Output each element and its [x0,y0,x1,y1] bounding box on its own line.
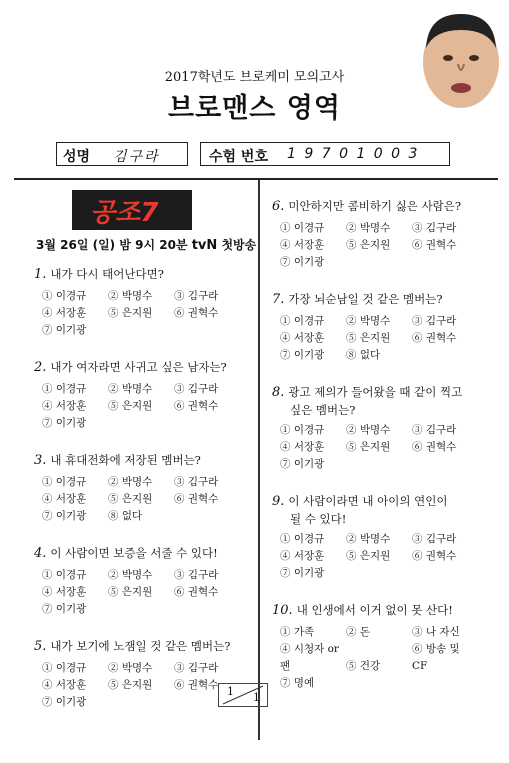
answer-option[interactable]: ⑤ 은지원 [346,332,391,344]
answer-option[interactable]: ⑦ 이기광 [280,256,325,268]
exam-year-heading: 2017학년도 브로케미 모의고사 [164,70,345,85]
exam-title: 브로맨스 영역 [168,93,341,124]
answer-option[interactable]: ② 박명수 [108,662,153,674]
answer-options [42,474,252,525]
question-7 [272,291,443,308]
question-3 [34,452,201,469]
answer-option[interactable]: ④ 서장훈 [42,400,87,412]
answer-option[interactable]: ④ 서장훈 [42,307,87,319]
question-number: 1. [34,267,47,282]
answer-options [280,531,490,582]
question-2 [34,359,227,376]
answer-option[interactable]: ① 이경규 [280,424,325,436]
answer-option[interactable]: ⑤ 은지원 [108,586,153,598]
answer-option[interactable]: ② 박명수 [108,290,153,302]
answer-option[interactable]: ⑥ 권혁수 [174,586,219,598]
question-9 [272,493,447,510]
answer-option[interactable]: ③ 김구라 [412,222,457,234]
answer-option[interactable]: ⑦ 이기광 [280,458,325,470]
promo-airtime: 3월 26일 (일) 밤 9시 20분 tvN 첫방송 [36,238,257,253]
question-text-line2: 될 수 있다! [290,512,347,526]
answer-option[interactable]: ⑦ 이기광 [42,324,87,336]
answer-options [280,220,490,271]
answer-options [280,624,490,692]
answer-option[interactable]: ⑥ 권혁수 [174,679,219,691]
answer-option[interactable]: ⑧ 없다 [108,510,143,522]
answer-option[interactable]: ① 가족 [280,626,315,638]
answer-option[interactable]: ① 이경규 [280,533,325,545]
answer-option[interactable]: ⑤ 은지원 [346,239,391,251]
answer-options [280,422,490,473]
question-text: 미안하지만 콤비하기 싫은 사람은? [288,199,462,213]
promo-logo: 공조7 [72,190,192,230]
answer-option[interactable]: ⑥ 권혁수 [412,441,457,453]
question-text: 가장 뇌순남일 것 같은 멤버는? [288,292,443,306]
answer-option[interactable]: ④ 서장훈 [42,586,87,598]
answer-option[interactable]: ② 돈 [346,626,370,638]
answer-option[interactable]: ⑦ 이기광 [42,510,87,522]
answer-option[interactable]: ⑥ 권혁수 [412,239,457,251]
answer-option[interactable]: ⑥ 권혁수 [412,550,457,562]
answer-option[interactable]: ④ 시청자 or 팬 [280,643,339,672]
answer-option[interactable]: ⑥ 권혁수 [412,332,457,344]
answer-option[interactable]: ④ 서장훈 [280,441,325,453]
answer-option[interactable]: ⑧ 없다 [346,349,381,361]
answer-option[interactable]: ⑦ 이기광 [42,603,87,615]
answer-options [280,313,490,364]
answer-option[interactable]: ② 박명수 [108,569,153,581]
answer-option[interactable]: ⑦ 명예 [280,677,315,689]
question-text: 이 사람이면 보증을 서줄 수 있다! [50,546,218,560]
question-5 [34,638,230,655]
answer-option[interactable]: ⑤ 은지원 [346,550,391,562]
question-text: 내 인생에서 이거 없이 못 산다! [296,603,453,617]
answer-option[interactable]: ⑤ 은지원 [108,679,153,691]
page-number: 1 1 [218,683,268,707]
answer-option[interactable]: ⑥ 권혁수 [174,493,219,505]
question-number: 4. [34,546,47,561]
answer-option[interactable]: ① 이경규 [280,222,325,234]
question-text: 이 사람이라면 내 아이의 연인이 [288,494,448,508]
answer-option[interactable]: ④ 서장훈 [42,679,87,691]
answer-option[interactable]: ③ 김구라 [174,476,219,488]
portrait-photo [418,8,504,112]
answer-option[interactable]: ③ 김구라 [174,569,219,581]
answer-option[interactable]: ① 이경규 [42,383,87,395]
answer-option[interactable]: ⑤ 은지원 [108,307,153,319]
answer-option[interactable]: ⑦ 이기광 [42,696,87,708]
exam-number-value: 1 9 7 0 1 0 0 3 [287,146,420,162]
question-text-line2: 싶은 멤버는? [290,403,356,417]
answer-option[interactable]: ⑥ 권혁수 [174,307,219,319]
question-text: 광고 제의가 들어왔을 때 같이 찍고 [288,385,463,399]
name-value: 김구라 [113,149,160,165]
exam-number-label: 수험 번호 [209,149,268,165]
answer-option[interactable]: ③ 김구라 [174,290,219,302]
answer-option[interactable]: ⑦ 이기광 [280,567,325,579]
question-number: 10. [272,603,293,618]
question-number: 5. [34,639,47,654]
answer-option[interactable]: ⑤ 건강 [346,660,381,672]
divider-horizontal [14,178,498,180]
answer-option[interactable]: ① 이경규 [42,290,87,302]
question-4 [34,545,218,562]
answer-option[interactable]: ② 박명수 [108,383,153,395]
question-number: 9. [272,494,285,509]
question-number: 7. [272,292,285,307]
question-text: 내가 여자라면 사귀고 싶은 남자는? [50,360,227,374]
answer-option[interactable]: ① 이경규 [280,315,325,327]
question-number: 3. [34,453,47,468]
answer-options [42,381,252,432]
answer-option[interactable]: ④ 서장훈 [42,493,87,505]
answer-option[interactable]: ③ 김구라 [412,424,457,436]
question-number: 6. [272,199,285,214]
answer-option[interactable]: ① 이경규 [42,662,87,674]
question-number: 2. [34,360,47,375]
question-10 [272,602,453,619]
answer-option[interactable]: ⑦ 이기광 [280,349,325,361]
answer-options [42,567,252,618]
answer-option[interactable]: ⑦ 이기광 [42,417,87,429]
answer-option[interactable]: ③ 김구라 [174,383,219,395]
answer-option[interactable]: ② 박명수 [108,476,153,488]
name-label: 성명 [63,149,91,165]
question-text: 내가 보기에 노잼일 것 같은 멤버는? [50,639,231,653]
answer-option[interactable]: ② 박명수 [346,315,391,327]
answer-option[interactable]: ③ 김구라 [412,533,457,545]
exam-number-box [200,142,450,166]
answer-option[interactable]: ③ 김구라 [412,315,457,327]
question-6 [272,198,461,215]
answer-option[interactable]: ⑤ 은지원 [108,493,153,505]
question-1 [34,266,164,283]
answer-option[interactable]: ① 이경규 [42,569,87,581]
answer-option[interactable]: ③ 나 자신 [412,626,460,638]
answer-option[interactable]: ① 이경규 [42,476,87,488]
question-text: 내가 다시 태어난다면? [50,267,164,281]
answer-option[interactable]: ④ 서장훈 [280,332,325,344]
answer-option[interactable]: ② 박명수 [346,222,391,234]
answer-option[interactable]: ⑥ 방송 및 CF [412,643,460,672]
promo-banner [24,190,257,260]
answer-option[interactable]: ④ 서장훈 [280,550,325,562]
answer-options [42,288,252,339]
answer-option[interactable]: ⑤ 은지원 [108,400,153,412]
answer-option[interactable]: ⑤ 은지원 [346,441,391,453]
question-8 [272,384,462,401]
question-number: 8. [272,385,285,400]
question-text: 내 휴대전화에 저장된 멤버는? [50,453,201,467]
answer-option[interactable]: ③ 김구라 [174,662,219,674]
answer-option[interactable]: ④ 서장훈 [280,239,325,251]
divider-vertical [258,180,260,740]
answer-option[interactable]: ⑥ 권혁수 [174,400,219,412]
answer-option[interactable]: ② 박명수 [346,533,391,545]
name-box [56,142,188,166]
answer-option[interactable]: ② 박명수 [346,424,391,436]
